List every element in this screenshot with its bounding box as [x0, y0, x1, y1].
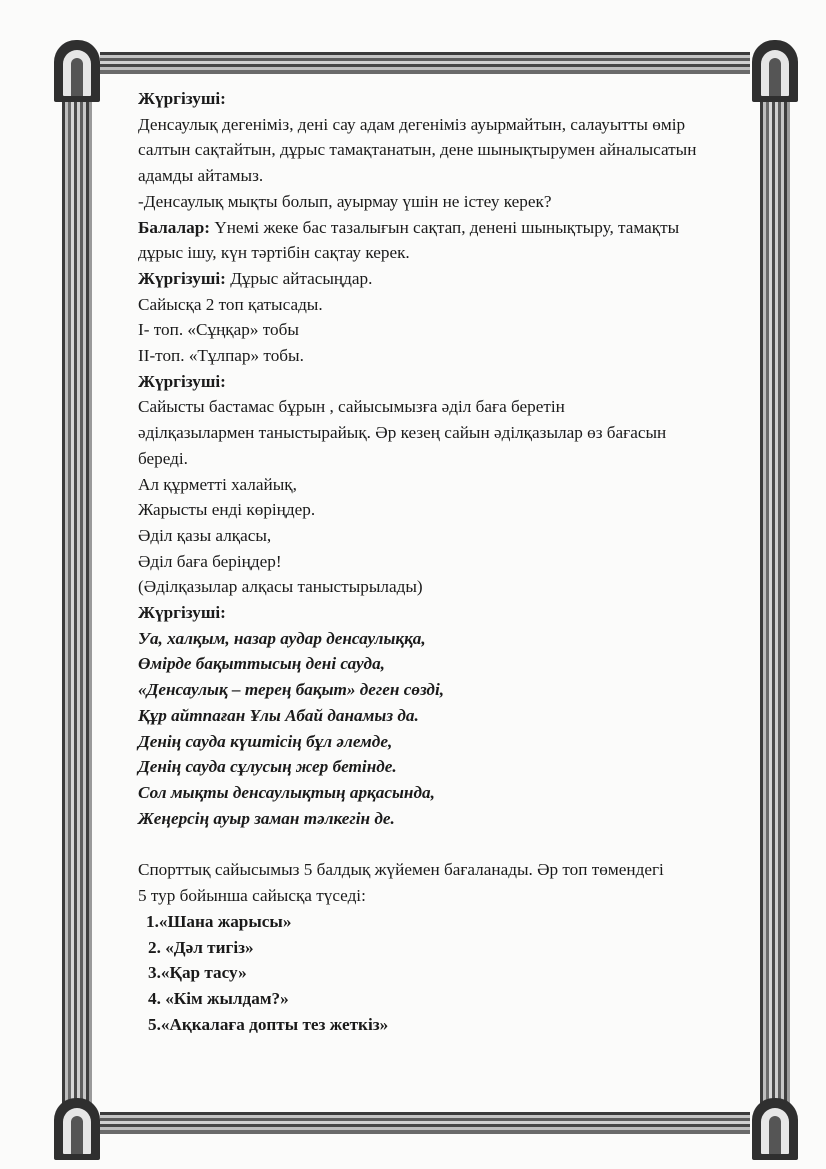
poem-line: Денің сауда сұлусың жер бетінде.	[138, 757, 397, 777]
arch-corner-icon	[752, 1098, 798, 1160]
paragraph-line: адамды айтамыз.	[138, 166, 264, 186]
paragraph-line: дұрыс ішу, күн тәртібін сақтау керек.	[138, 243, 410, 263]
children-line: Балалар: Үнемі жеке бас тазалығын сақтап, денені шынықтыру, тамақты	[138, 217, 680, 237]
paragraph-line: береді.	[138, 448, 188, 468]
speaker-label: Жүргізуші:	[138, 371, 226, 391]
paragraph-line: салтын сақтайтын, дұрыс тамақтанатын, дене шынықтырумен айналысатын	[138, 140, 697, 160]
paragraph-line: Спорттық сайысымыз 5 балдық жүйемен бағаланады. Әр топ төмендегі	[138, 860, 664, 880]
team-line: II-топ. «Тұлпар» тобы.	[138, 346, 304, 366]
verse-line: Жарысты енді көріңдер.	[138, 500, 316, 520]
poem-line: Құр айтпаған Ұлы Абай данамыз да.	[138, 705, 419, 725]
bottom-border	[100, 1112, 750, 1134]
poem-line: Денің сауда күштісің бұл әлемде,	[138, 731, 393, 751]
stage-note: (Әділқазылар алқасы таныстырылады)	[138, 577, 423, 597]
verse-line: Әділ қазы алқасы,	[138, 525, 272, 545]
speaker-label: Жүргізуші:	[138, 603, 226, 623]
poem-line: Жеңерсің ауыр заман тәлкегін де.	[138, 808, 395, 828]
tour-item: 2. «Дәл тигіз»	[148, 937, 254, 957]
paragraph-line: 5 тур бойынша сайысқа түседі:	[138, 886, 366, 906]
paragraph-line: Сайысты бастамас бұрын , сайысымызға әділ баға беретін	[138, 397, 565, 417]
arch-corner-icon	[54, 40, 100, 102]
poem-line: «Денсаулық – терең бақыт» деген сөзді,	[138, 680, 445, 700]
poem-line: Сол мықты денсаулықтың арқасында,	[138, 782, 435, 802]
host-line: Жүргізуші: Дұрыс айтасыңдар.	[138, 268, 373, 288]
document-body	[138, 86, 768, 1037]
top-border	[100, 52, 750, 74]
arch-corner-icon	[54, 1098, 100, 1160]
team-line: I- топ. «Сұңқар» тобы	[138, 320, 299, 340]
left-border	[62, 88, 92, 1108]
poem-line: Өмірде бақыттысың дені саудa,	[138, 654, 385, 674]
speaker-label: Балалар:	[138, 217, 211, 237]
paragraph-line: әділқазылармен таныстырайық. Әр кезең сайын әділқазылар өз бағасын	[138, 423, 667, 443]
paragraph-line: Сайысқа 2 топ қатысады.	[138, 294, 323, 314]
speaker-label: Жүргізуші:	[138, 89, 226, 108]
tour-item: 4. «Кім жылдам?»	[148, 988, 289, 1008]
paragraph-line: Денсаулық дегеніміз, дені сау адам дегеніміз ауырмайтын, салауытты өмір	[138, 114, 686, 134]
tour-item: 3.«Қар тасу»	[148, 963, 247, 983]
tour-item: 5.«Ақкалаға допты тез жеткіз»	[148, 1014, 389, 1034]
verse-line: Ал құрметті халайық,	[138, 474, 297, 494]
question-line: -Денсаулық мықты болып, ауырмау үшін не істеу керек?	[138, 191, 552, 211]
speaker-label: Жүргізуші:	[138, 268, 226, 288]
poem-line: Уа, халқым, назар аудар денсаулыққа,	[138, 628, 426, 648]
verse-line: Әділ баға беріңдер!	[138, 551, 282, 571]
tour-item: 1.«Шана жарысы»	[146, 911, 292, 931]
